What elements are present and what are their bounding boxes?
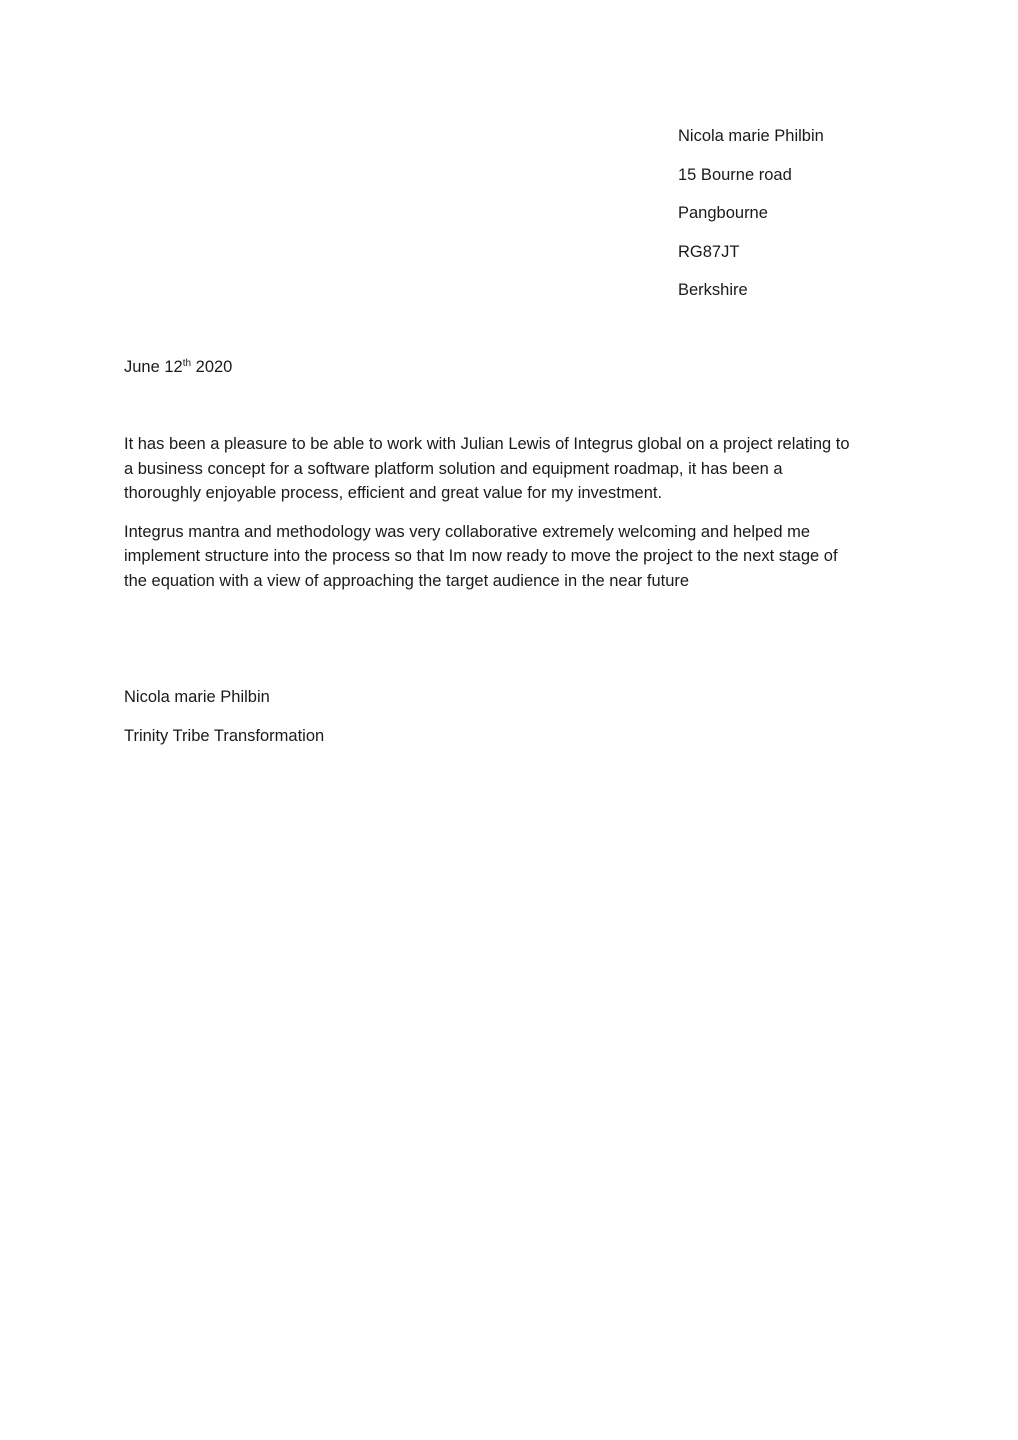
date-ordinal-suffix: th: [182, 358, 192, 369]
body-paragraph-1: [124, 432, 894, 506]
body-paragraph-2: [124, 520, 894, 594]
paragraph-2-line-3: the equation with a view of approaching the target audience in the near future: [124, 571, 690, 590]
paragraph-1-line-1: It has been a pleasure to be able to work with Julian Lewis of Integrus global on a project relating to: [124, 435, 850, 453]
paragraph-2-line-1: Integrus mantra and methodology was very collaborative extremely welcoming and helped me: [124, 522, 811, 541]
date-year: 2020: [191, 358, 233, 376]
sender-postcode: RG87JT: [678, 242, 740, 261]
paragraph-2-line-2: implement structure into the process so that Im now ready to move the project to the next stage of: [124, 547, 838, 565]
letter-date: [124, 355, 232, 379]
sender-name: Nicola marie Philbin: [678, 127, 824, 145]
date-month-day: June 12: [124, 358, 183, 376]
sender-county: Berkshire: [678, 281, 748, 299]
paragraph-1-line-2: a business concept for a software platform solution and equipment roadmap, it has been a: [124, 459, 783, 478]
paragraph-1-line-3: thoroughly enjoyable process, efficient and great value for my investment.: [124, 484, 663, 502]
signature-organization: Trinity Tribe Transformation: [124, 726, 325, 745]
sender-town: Pangbourne: [678, 204, 768, 222]
signature-block: [124, 685, 324, 762]
sender-address-block: [678, 124, 824, 317]
signature-name: Nicola marie Philbin: [124, 688, 270, 706]
letter-body: [124, 432, 894, 607]
sender-street: 15 Bourne road: [678, 165, 792, 184]
